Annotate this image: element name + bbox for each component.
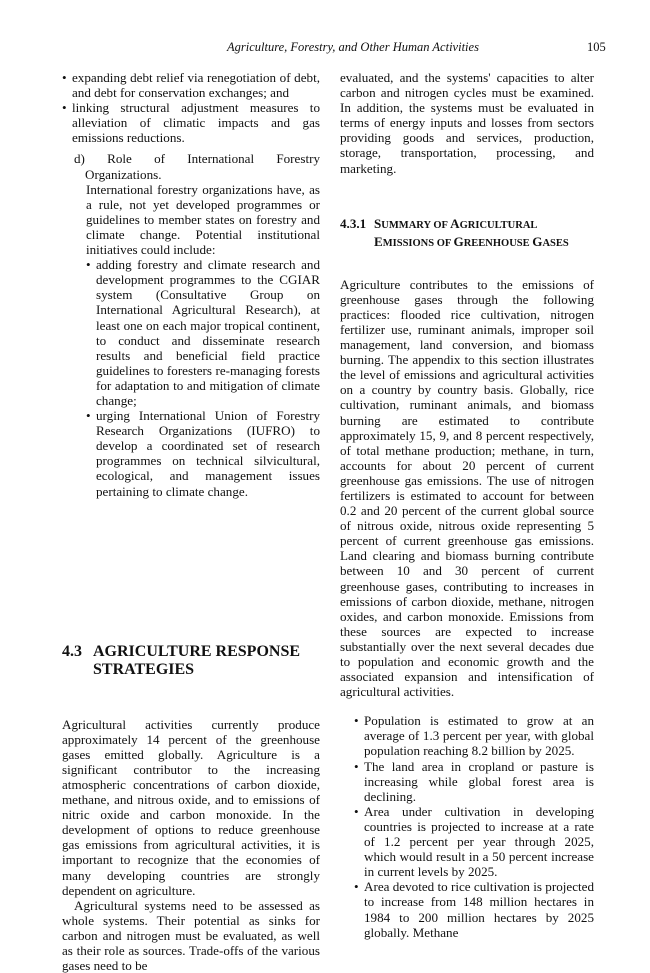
paragraph: Agricultural systems need to be assessed as whole systems. Their potential as sinks for carbon and nitrogen must be evaluated, as well as their role as sources. Trade-offs of the various gases need to be [62,897,320,973]
heading-text-part: MISSIONS OF [382,237,454,249]
list-item: • Area under cultivation in developing countries is projected to increase at a rate of 1.2 percent per year through 2025, which would result in a 50 percent increase in current levels by 2025. [354,804,594,879]
heading-text-part: S [374,215,382,231]
paragraph: Agriculture contributes to the emissions of greenhouse gases through the following practices: flooded rice cultivation, nitrogen fertilizer use, ruminant animals, improper soil management, land conversion, and biomass burning. The appendix to this section illustrates the level of emissions and agricultural activities on a country by country basis. Globally, rice cultivation, ruminant animals, and biomass burning are estimated to contribute approximately 15, 9, and 8 percent respectively, of total methane production; methane, in turn, accounts for about 20 percent of current greenhouse gas emissions. The use of nitrogen fertilizers is estimated to account for between 0.2 and 20 percent of the current global source of nitrous oxide, nitrous oxide representing 5 percent of current greenhouse gas emissions. Land clearing and biomass burning contribute between 10 and 30 percent of current greenhouse gases, contributing to increases in emissions of carbon dioxide, methane, nitrogen oxides, and carbon monoxide. Emissions from these sources are expected to increase substantially over the next several decades due to population and economic growth and the associated expansion and intensification of agricultural activities. [340,276,594,700]
list-item: • Area devoted to rice cultivation is projected to increase from 148 million hectares in 1984 to 200 million hectares by 2025 globally. Methane [354,879,594,939]
list-item: • The land area in cropland or pasture is increasing while global forest area is declining. [354,759,594,804]
heading-text-part: E [374,233,383,249]
heading-text-part: A [450,215,460,231]
item-d-body: International forestry organizations have, as a rule, not yet developed programmes or guidelines to member states on forestry and climate change. Potential institutional initiatives could include: [86,181,320,258]
subsection-number: 4.3.1 [340,215,367,231]
paragraph: evaluated, and the systems' capacities to alter carbon and nitrogen cycles must be examined. In addition, the systems must be evaluated in terms of energy inputs and losses from sectors providing goods and services, production, storage, transportation, processing, and marketing. [340,70,594,176]
paragraph: Agricultural activities currently produce approximately 14 percent of the greenhouse gases emitted globally. Agriculture is a significant contributor to the increasing atmospheric concentrations of carbon dioxide, methane, and nitrous oxide, and to emissions of nitric oxide and carbon monoxide. In the development of options to reduce greenhouse gas emissions from agricultural activities, it is important to recognize that the economies of many developing countries are strongly dependent on agriculture. [62,716,320,898]
right-column [340,70,594,940]
heading-text-part: GRICULTURAL [459,219,538,231]
section-heading [62,643,320,679]
heading-text-part: G [532,233,543,249]
list-item: • expanding debt relief via renegotiation of debt, and debt for conservation exchanges; and [62,70,320,100]
list-item: • urging International Union of Forestry Research Organizations (IUFRO) to develop a coordinated set of research programmes on technical silvicultural, ecological, and management issues pertaining to climate change. [86,408,320,499]
list-item: • linking structural adjustment measures to alleviation of climatic impacts and gas emissions reductions. [62,100,320,145]
list-item: • adding forestry and climate research and development programmes to the CGIAR system (Consultative Group on International Agricultural Research), at least one on each major tropical continent, to conduct and disseminate research results and beneficial field practice guidelines to foresters re-managing forests for adaptation to and mitigation of climate change; [86,257,320,408]
subsection-heading [340,216,594,252]
heading-text-part: ASES [542,237,569,249]
subsection-title-line2 [340,234,594,252]
item-d-bullet-list [74,257,320,499]
bullet-list [354,713,594,939]
section-number: 4.3 [62,642,82,660]
top-bullet-list [62,70,320,145]
item-d-lead: d) Role of International Forestry Organizations. [74,151,320,182]
running-title: Agriculture, Forestry, and Other Human Activities [227,40,479,54]
heading-text-part: G [453,233,464,249]
left-column [62,70,320,973]
list-item-d [74,151,320,498]
heading-text-part: REENHOUSE [463,237,533,249]
section-title-line1: AGRICULTURE RESPONSE [93,642,301,660]
subsection-title-line1 [374,216,537,231]
heading-text-part: UMMARY OF [381,219,451,231]
page-number: 105 [587,40,606,54]
section-title-line2: STRATEGIES [93,660,195,678]
list-item: • Population is estimated to grow at an average of 1.3 percent per year, with global population reaching 8.2 billion by 2025. [354,713,594,758]
running-header [0,40,650,60]
